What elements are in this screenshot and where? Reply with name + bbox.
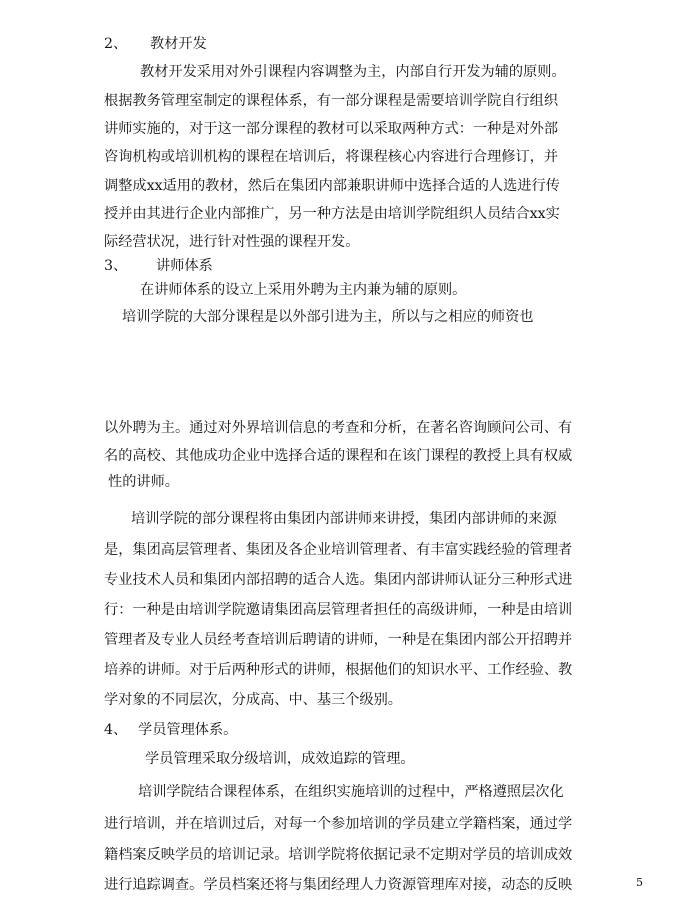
paragraph-line: 学对象的不同层次，分成高、中、基三个级别。 bbox=[104, 692, 402, 708]
section-2-heading bbox=[104, 34, 207, 54]
paragraph-line: 咨询机构或培训机构的课程在培训后，将课程核心内容进行合理修订，并 bbox=[104, 149, 559, 165]
paragraph-line: 调整成xx适用的教材，然后在集团内部兼职讲师中选择合适的人选进行传 bbox=[104, 178, 560, 194]
paragraph-line: 籍档案反映学员的培训记录。培训学院将依据记录不定期对学员的培训成效 bbox=[104, 847, 573, 863]
section-number: 2、 bbox=[104, 36, 128, 52]
paragraph-line: 管理者及专业人员经考查培训后聘请的讲师，一种是在集团内部公开招聘并 bbox=[104, 632, 573, 648]
page-number: 5 bbox=[636, 876, 643, 889]
section-title: 讲师体系 bbox=[156, 258, 213, 274]
paragraph-line: 培养的讲师。对于后两种形式的讲师，根据他们的知识水平、工作经验、教 bbox=[104, 662, 573, 678]
paragraph-line: 是，集团高层管理者、集团及各企业培训管理者、有丰富实践经验的管理者 bbox=[104, 542, 573, 558]
paragraph-line: 在讲师体系的设立上采用外聘为主内兼为辅的原则。 bbox=[140, 282, 467, 298]
paragraph-line: 授并由其进行企业内部推广，另一种方法是由培训学院组织人员结合xx实 bbox=[104, 206, 560, 222]
section-title: 学员管理体系。 bbox=[138, 722, 238, 738]
paragraph-line: 根据教务管理室制定的课程体系，有一部分课程是需要培训学院自行组织 bbox=[104, 93, 559, 109]
paragraph-line: 进行培训，并在培训过后，对每一个参加培训的学员建立学籍档案，通过学 bbox=[104, 816, 573, 832]
section-3-heading bbox=[104, 256, 213, 276]
paragraph-line: 进行追踪调查。学员档案还将与集团经理人力资源管理库对接，动态的反映 bbox=[104, 877, 573, 893]
paragraph-line: 以外聘为主。通过对外界培训信息的考查和分析，在著名咨询顾问公司、有 bbox=[104, 420, 573, 436]
section-number: 4、 bbox=[104, 722, 128, 738]
paragraph-line: 性的讲师。 bbox=[108, 474, 179, 490]
paragraph-line: 培训学院的大部分课程是以外部引进为主，所以与之相应的师资也 bbox=[122, 309, 534, 325]
paragraph-line: 名的高校、其他成功企业中选择合适的课程和在该门课程的教授上具有权威 bbox=[104, 448, 573, 464]
paragraph-line: 培训学院结合课程体系，在组织实施培训的过程中，严格遵照层次化 bbox=[138, 784, 564, 800]
paragraph-line: 教材开发采用对外引课程内容调整为主，内部自行开发为辅的原则。 bbox=[140, 64, 566, 80]
section-4-heading bbox=[104, 720, 237, 740]
paragraph-line: 际经营状况，进行针对性强的课程开发。 bbox=[104, 234, 360, 250]
paragraph-line: 讲师实施的，对于这一部分课程的教材可以采取两种方式：一种是对外部 bbox=[104, 121, 559, 137]
paragraph-line: 培训学院的部分课程将由集团内部讲师来讲授，集团内部讲师的来源 bbox=[131, 511, 557, 527]
section-number: 3、 bbox=[104, 258, 128, 274]
section-title: 教材开发 bbox=[150, 36, 207, 52]
paragraph-line: 学员管理采取分级培训，成效追踪的管理。 bbox=[145, 751, 415, 767]
paragraph-line: 专业技术人员和集团内部招聘的适合人选。集团内部讲师认证分三种形式进 bbox=[104, 572, 573, 588]
paragraph-line: 行：一种是由培训学院邀请集团高层管理者担任的高级讲师，一种是由培训 bbox=[104, 602, 573, 618]
